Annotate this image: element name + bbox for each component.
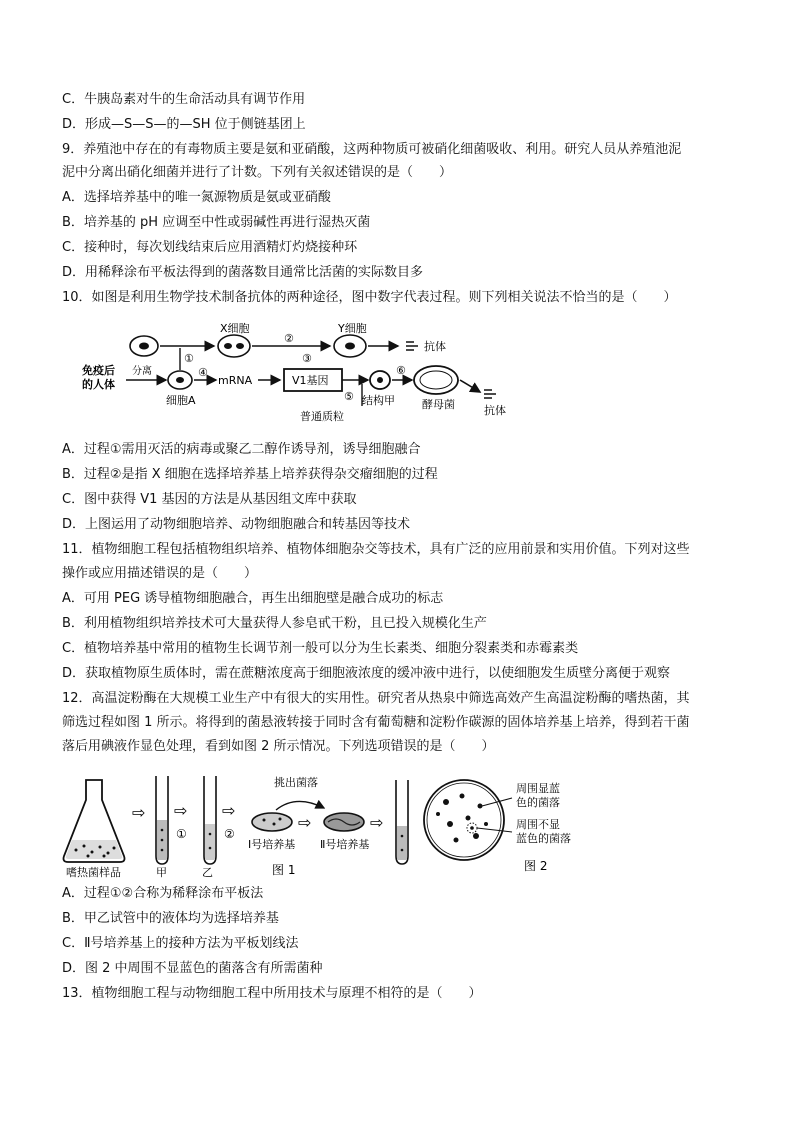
cell-a-label: 细胞A xyxy=(166,394,196,407)
arrow-process-2: ⇨ xyxy=(222,801,236,820)
isolate-label: 分离 xyxy=(132,366,152,377)
structure-a-label: 结构甲 xyxy=(362,394,395,407)
q8-option-d: D．形成—S—S—的—SH 位于侧链基团上 xyxy=(62,117,306,132)
q9-option-b: B．培养基的 pH 应调至中性或弱碱性再进行湿热灭菌 xyxy=(62,215,371,230)
q12-option-b: B．甲乙试管中的液体均为选择培养基 xyxy=(62,911,279,926)
myeloma-cell xyxy=(130,336,158,356)
noblue-colony-label-2: 蓝色的菌落 xyxy=(516,832,571,845)
q10-option-d: D．上图运用了动物细胞培养、动物细胞融合和转基因等技术 xyxy=(62,517,411,532)
process-2-label: ② xyxy=(224,827,235,841)
q11-option-b: B．利用植物组织培养技术可大量获得人参皂甙干粉，且已投入规模化生产 xyxy=(62,616,487,631)
q12-stem-line1: 12．高温淀粉酶在大规模工业生产中有很大的实用性。研究者从热泉中筛选高效产生高温淀粉酶的嗜热菌，其 xyxy=(62,691,690,706)
q9-stem-line1: 9．养殖池中存在的有毒物质主要是氨和亚硝酸，这两种物质可被硝化细菌吸收、利用。研究人员从养殖池泥 xyxy=(62,142,682,157)
antibody-icon-top xyxy=(406,342,418,350)
antibody-label-top: 抗体 xyxy=(424,340,446,353)
cell-a xyxy=(168,371,192,389)
tube-jia xyxy=(156,776,168,864)
process-1-label: ① xyxy=(184,352,194,365)
leader-blue xyxy=(482,798,512,806)
tube-jia-label: 甲 xyxy=(156,866,167,878)
q11-stem-line2: 操作或应用描述错误的是（ ） xyxy=(62,566,258,581)
q8-option-c: C．牛胰岛素对牛的生命活动具有调节作用 xyxy=(62,92,306,107)
process-3-label: ③ xyxy=(302,352,312,365)
process-5-label: ⑤ xyxy=(344,390,354,403)
q9-option-a: A．选择培养基中的唯一氮源物质是氨或亚硝酸 xyxy=(62,190,331,205)
q9-stem-line2: 泥中分离出硝化细菌并进行了计数。下列有关叙述错误的是（ ） xyxy=(62,165,453,180)
medium-1-label: Ⅰ号培养基 xyxy=(248,838,296,851)
arrow-to-medium-2: ⇨ xyxy=(298,813,312,832)
v1-gene-label: V1基因 xyxy=(292,374,329,387)
tube-yi xyxy=(204,776,216,864)
q11-option-d: D．获取植物原生质体时，需在蔗糖浓度高于细胞液浓度的缓冲液中进行，以使细胞发生质壁分离便于观察 xyxy=(62,666,671,681)
medium-1-plate xyxy=(252,813,292,831)
process-2-label: ② xyxy=(284,332,294,345)
leader-noblue xyxy=(477,828,512,832)
q10-option-b: B．过程②是指 X 细胞在选择培养基上培养获得杂交瘤细胞的过程 xyxy=(62,467,438,482)
figure-2-caption: 图 2 xyxy=(524,859,548,873)
plasmid-label: 普通质粒 xyxy=(300,410,344,423)
q10-stem: 10．如图是利用生物学技术制备抗体的两种途径，图中数字代表过程。则下列相关说法不恰当的是（ ） xyxy=(62,290,677,305)
y-cell xyxy=(334,335,366,357)
q9-option-d: D．用稀释涂布平板法得到的菌落数目通常比活菌的实际数目多 xyxy=(62,265,424,280)
yeast-cell xyxy=(414,366,458,394)
arrow-to-final-tube: ⇨ xyxy=(370,813,384,832)
arrow-process-1: ⇨ xyxy=(174,801,188,820)
blue-colony-label-2: 色的菌落 xyxy=(516,796,560,809)
q13-stem: 13．植物细胞工程与动物细胞工程中所用技术与原理不相符的是（ ） xyxy=(62,986,482,1001)
medium-2-plate xyxy=(324,813,364,831)
blue-colony-label-1: 周围显蓝 xyxy=(516,782,560,795)
q12-option-d: D．图 2 中周围不显蓝色的菌落含有所需菌种 xyxy=(62,961,323,976)
process-4-label: ④ xyxy=(198,366,208,379)
figure-1-caption: 图 1 xyxy=(272,863,296,877)
arrow-flask-to-tube: ⇨ xyxy=(132,803,146,822)
figure-2-plate xyxy=(424,780,504,860)
tube-yi-label: 乙 xyxy=(202,866,213,878)
structure-a xyxy=(370,371,390,389)
pick-colony-arrow xyxy=(276,801,324,810)
immune-label-2: 的人体 xyxy=(82,378,115,391)
yeast-label: 酵母菌 xyxy=(422,398,455,411)
q9-option-c: C．接种时，每次划线结束后应用酒精灯灼烧接种环 xyxy=(62,240,358,255)
q10-option-a: A．过程①需用灭活的病毒或聚乙二醇作诱导剂，诱导细胞融合 xyxy=(62,442,421,457)
antibody-icon-bottom xyxy=(484,390,496,398)
x-cell-label: X细胞 xyxy=(220,322,250,335)
sample-flask xyxy=(64,780,125,862)
mrna-label: mRNA xyxy=(218,374,253,387)
q12-stem-line3: 落后用碘液作显色处理，看到如图 2 所示情况。下列选项错误的是（ ） xyxy=(62,739,495,754)
q11-option-a: A．可用 PEG 诱导植物细胞融合，再生出细胞壁是融合成功的标志 xyxy=(62,591,444,606)
arrow-to-antibody-bottom xyxy=(460,380,480,392)
immune-label-1: 免疫后 xyxy=(82,364,115,377)
antibody-label-bottom: 抗体 xyxy=(484,404,506,417)
sample-label: 嗜热菌样品 xyxy=(66,866,121,878)
q11-stem-line1: 11．植物细胞工程包括植物组织培养、植物体细胞杂交等技术，具有广泛的应用前景和实用价值。下列对这些 xyxy=(62,542,690,557)
pick-colony-label: 挑出菌落 xyxy=(274,776,318,789)
process-1-label: ① xyxy=(176,827,187,841)
y-cell-label: Y细胞 xyxy=(338,322,367,335)
medium-2-label: Ⅱ号培养基 xyxy=(320,838,370,851)
antibody-pathway-figure xyxy=(62,318,522,426)
q11-option-c: C．植物培养基中常用的植物生长调节剂一般可以分为生长素类、细胞分裂素类和赤霉素类 xyxy=(62,641,579,656)
process-6-label: ⑥ xyxy=(396,364,406,377)
thermophile-screening-figure xyxy=(62,770,602,878)
x-cell xyxy=(218,335,250,357)
final-tube xyxy=(396,780,408,864)
q12-option-a: A．过程①②合称为稀释涂布平板法 xyxy=(62,886,264,901)
q12-stem-line2: 筛选过程如图 1 所示。将得到的菌悬液转接于同时含有葡萄糖和淀粉作碳源的固体培养基上培养，得到若干菌 xyxy=(62,715,690,730)
q10-option-c: C．图中获得 V1 基因的方法是从基因组文库中获取 xyxy=(62,492,357,507)
noblue-colony-label-1: 周围不显 xyxy=(516,818,560,831)
q12-option-c: C．Ⅱ号培养基上的接种方法为平板划线法 xyxy=(62,936,299,951)
